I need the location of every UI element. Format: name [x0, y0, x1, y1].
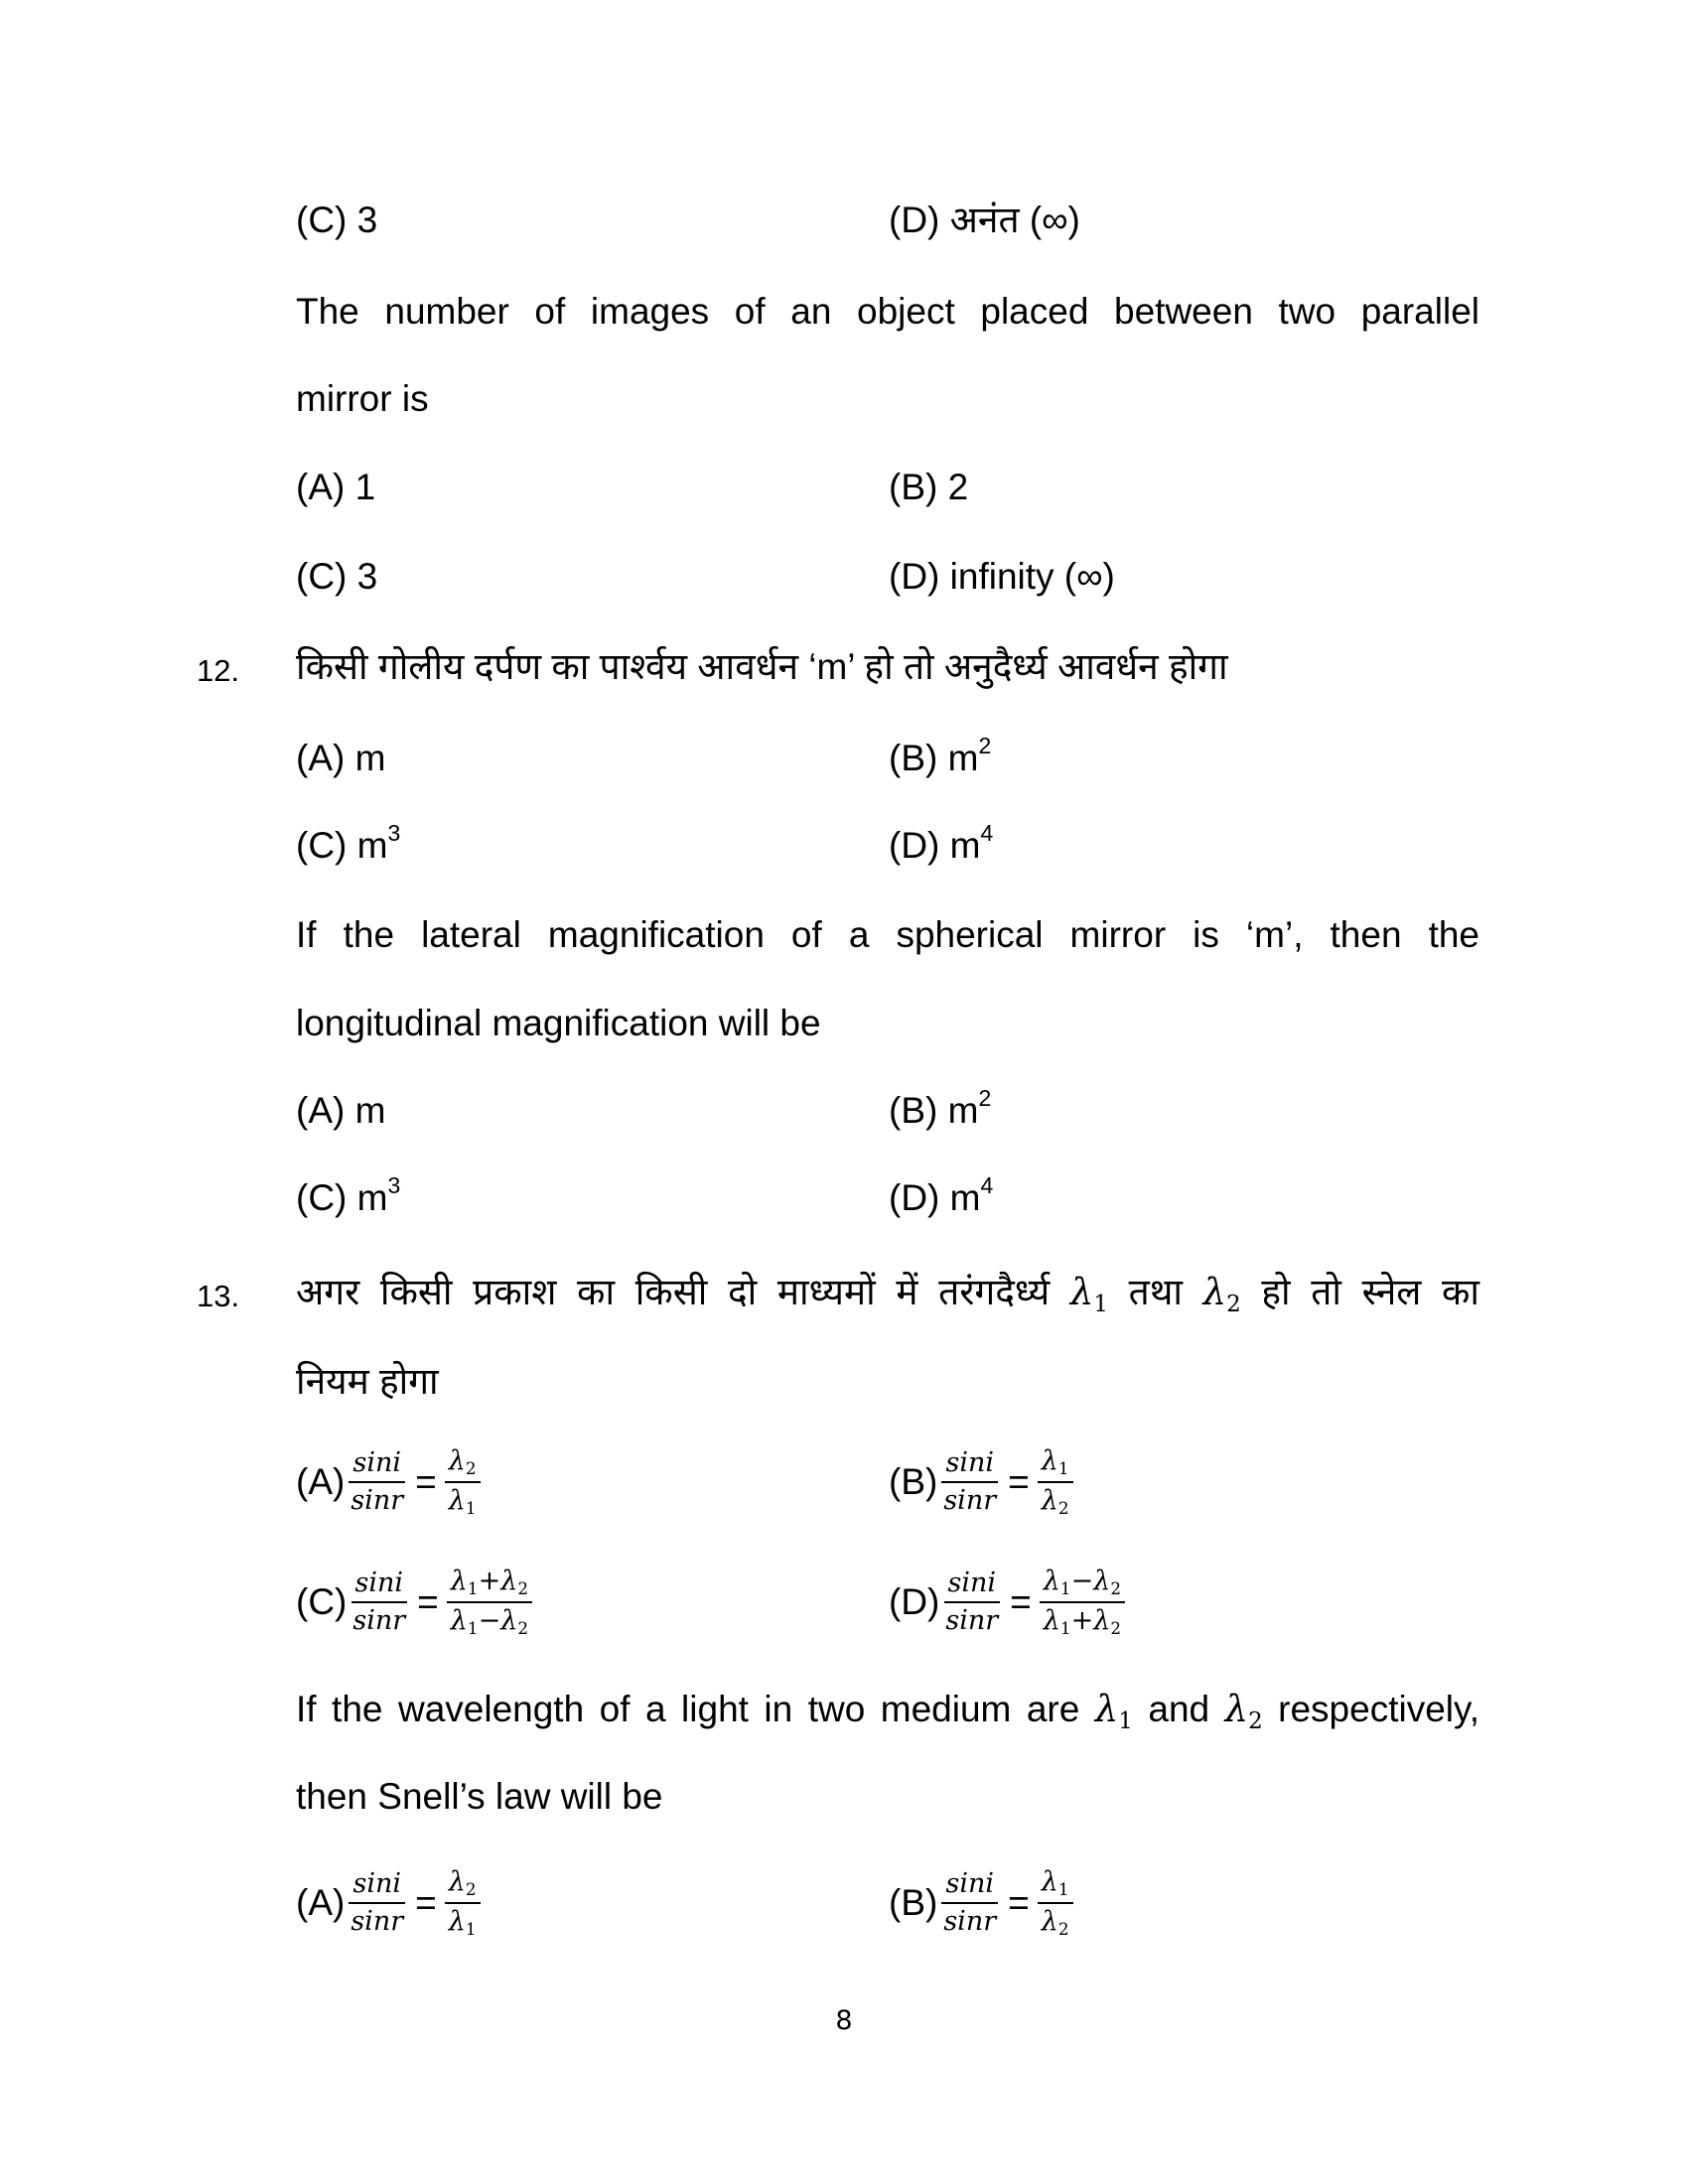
q13-hi-option-c: (C) $\frac{\sin i}{\sin r}$ = $\frac{\lambda 1+\lambda 2}{\lambda 1-\lambda 2}$ — [296, 1566, 534, 1639]
lambda-1: λ1 — [1069, 1271, 1108, 1318]
fraction-sini-sinr: $\frac{\sin i}{\sin r}$ — [351, 1868, 404, 1937]
q11-en-option-c: (C) 3 — [296, 556, 378, 597]
q13-number: 13. — [197, 1279, 240, 1313]
q13-en-text-line1: If the wavelength of a light in two medium are λ1 and λ2 respectively, — [296, 1688, 1480, 1735]
q13-en-option-b: (B) $\frac{\sin i}{\sin r}$ = $\frac{\lambda 1}{\lambda 2}$ — [889, 1866, 1075, 1940]
q12-hi-option-d: (D) $m^4$ — [889, 820, 994, 866]
q12-en-text-line2: longitudinal magnification will be — [296, 1003, 821, 1043]
fraction-lambda: $\frac{\lambda 1}{\lambda 2}$ — [1038, 1445, 1073, 1519]
q13-hi-option-b: (B) $\frac{\sin i}{\sin r}$ = $\frac{\lambda 1}{\lambda 2}$ — [889, 1445, 1075, 1519]
fraction-sini-sinr: $\frac{\sin i}{\sin r}$ — [352, 1568, 406, 1636]
fraction-sini-sinr: $\frac{\sin i}{\sin r}$ — [351, 1447, 404, 1516]
page-number: 8 — [835, 2005, 853, 2036]
fraction-sini-sinr: $\frac{\sin i}{\sin r}$ — [943, 1868, 997, 1937]
q11-en-option-a: (A) 1 — [296, 467, 376, 507]
q11-hi-option-d: (D) अनंत (∞) — [889, 200, 1080, 240]
q13-hi-option-d: (D) $\frac{\sin i}{\sin r}$ = $\frac{\lambda 1-\lambda 2}{\lambda 1+\lambda 2}$ — [889, 1566, 1127, 1639]
q12-en-option-d: (D) $m^4$ — [889, 1172, 994, 1218]
fraction-lambda: $\frac{\lambda 1}{\lambda 2}$ — [1038, 1866, 1073, 1940]
q11-en-text-line1: The number of images of an object placed between two parallel — [296, 291, 1479, 332]
q12-en-option-c: (C) $m^3$ — [296, 1172, 401, 1218]
q12-number: 12. — [197, 653, 240, 688]
fraction-lambda: $\frac{\lambda 2}{\lambda 1}$ — [445, 1866, 481, 1940]
q12-hi-text: किसी गोलीय दर्पण का पार्श्वय आवर्धन ‘m’ हो तो अनुदैर्ध्य आवर्धन होगा — [296, 646, 1228, 687]
q12-en-option-b: (B) $m^2$ — [889, 1085, 992, 1131]
q13-hi-option-a: (A) $\frac{\sin i}{\sin r}$ = $\frac{\lambda 2}{\lambda 1}$ — [296, 1445, 483, 1519]
q11-en-option-d: (D) infinity (∞) — [889, 556, 1115, 597]
fraction-lambda: $\frac{\lambda 2}{\lambda 1}$ — [445, 1445, 481, 1519]
q12-en-option-a: (A) m — [296, 1090, 386, 1131]
q11-en-option-b: (B) 2 — [889, 467, 969, 507]
q12-en-text-line1: If the lateral magnification of a spherical mirror is ‘m’, then the — [296, 914, 1479, 955]
q11-en-text-line2: mirror is — [296, 378, 429, 419]
fraction-sini-sinr: $\frac{\sin i}{\sin r}$ — [945, 1568, 999, 1636]
fraction-lambda-sum-diff: $\frac{\lambda 1+\lambda 2}{\lambda 1-\lambda 2}$ — [447, 1566, 532, 1639]
q12-hi-option-c: (C) $m^3$ — [296, 820, 401, 866]
lambda-2: λ2 — [1224, 1688, 1263, 1735]
q12-hi-option-b: (B) $m^2$ — [889, 733, 992, 778]
q13-en-option-a: (A) $\frac{\sin i}{\sin r}$ = $\frac{\lambda 2}{\lambda 1}$ — [296, 1866, 483, 1940]
q11-hi-option-c: (C) 3 — [296, 200, 378, 240]
q13-en-text-line2: then Snell’s law will be — [296, 1776, 663, 1817]
fraction-sini-sinr: $\frac{\sin i}{\sin r}$ — [943, 1447, 997, 1516]
q12-hi-option-a: (A) m — [296, 738, 386, 778]
lambda-1: λ1 — [1094, 1688, 1133, 1735]
lambda-2: λ2 — [1202, 1271, 1241, 1318]
q13-hi-text-line2: नियम होगा — [296, 1361, 439, 1402]
fraction-lambda-diff-sum: $\frac{\lambda 1-\lambda 2}{\lambda 1+\lambda 2}$ — [1040, 1566, 1125, 1639]
q13-hi-text-line1: अगर किसी प्रकाश का किसी दो माध्यमों में तरंगदैर्ध्य λ1 तथा λ2 हो तो स्नेल का — [296, 1271, 1479, 1318]
